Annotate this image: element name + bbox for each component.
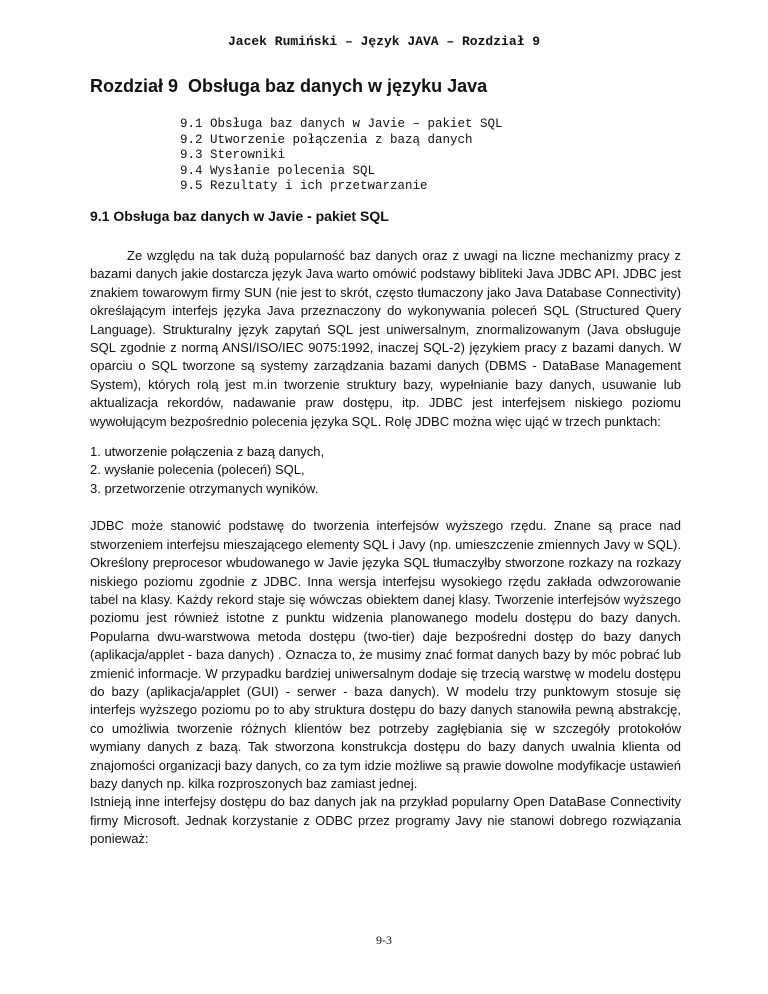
toc-item-9-2: 9.2 Utworzenie połączenia z bazą danych (180, 132, 473, 147)
section-heading-9-1: 9.1 Obsługa baz danych w Javie - pakiet SQL (90, 208, 389, 224)
toc-item-9-4: 9.4 Wysłanie polecenia SQL (180, 163, 376, 178)
paragraph-intro-jdbc: Ze względu na tak dużą popularność baz danych oraz z uwagi na liczne mechanizmy pracy z bazami danych jakie dostarcza język Java warto omówić podstawy bibliteki Java JDBC API. JDBC jest znakiem towarowym firmy SUN (nie jest to skrót, często tłumaczony jako Java Database Connectivity) określającym interfejs języka Java przeznaczony do wykonywania poleceń SQL (Structured Query Language). Strukturalny język zapytań SQL jest uniwersalnym, znormalizowanym (Java obsługuje SQL zgodnie z normą ANSI/ISO/IEC 9075:1992, inaczej SQL-2) językiem pracy z bazami danych. W oparciu o SQL tworzone są systemy zarządzania bazami danych (DBMS - DataBase Management System), których rolą jest m.in tworzenie struktury bazy, wypełnianie bazy danych, usuwanie lub aktualizacja rekordów, nadawanie praw dostępu, itp. JDBC jest interfejsem niskiego poziomu wywołującym bezpośrednio polecenia języka SQL. Rolę JDBC można więc ująć w trzech punktach: (90, 248, 681, 429)
toc-item-9-1: 9.1 Obsługa baz danych w Javie – pakiet SQL (180, 117, 503, 131)
list-item-2: 2. wysłanie polecenia (poleceń) SQL, (90, 462, 305, 478)
toc-item-9-3: 9.3 Sterowniki (180, 148, 286, 162)
list-item-3: 3. przetworzenie otrzymanych wyników. (90, 480, 319, 496)
table-of-contents (180, 117, 503, 195)
paragraph-odbc: Istnieją inne interfejsy dostępu do baz danych jak na przykład popularny Open DataBase Connectivity firmy Microsoft. Jednak korzystanie z ODBC przez programy Javy nie stanowi dobrego rozwiązania ponieważ: (90, 794, 681, 847)
page-number: 9-3 (376, 933, 392, 947)
list-item-1: 1. utworzenie połączenia z bazą danych, (90, 444, 325, 460)
jdbc-roles-list (90, 443, 681, 498)
toc-item-9-5: 9.5 Rezultaty i ich przetwarzanie (180, 179, 428, 193)
paragraph-higher-level-interfaces: JDBC może stanowić podstawę do tworzenia interfejsów wyższego rzędu. Znane są prace nad stworzeniem interfejsu mieszającego elementy SQL i Javy (np. umieszczenie zmiennych Javy w SQL). Określony preprocesor wbudowanego w Javie języka SQL tłumaczyłby stworzone rozkazy na rozkazy niskiego poziomu zgodnie z JDBC. Inna wersja interfejsu wysokiego rzędu zakłada odwzorowanie tabel na klasy. Każdy rekord staje się wówczas obiektem danej klasy. Tworzenie interfejsów wyższego poziomu jest również istotne z punktu widzenia planowanego modelu dostępu do bazy danych. Popularna dwu-warstwowa metoda dostępu (two-tier) daje bezpośredni dostęp do bazy danych (aplikacja/applet - baza danych) . Oznacza to, że musimy znać format danych bazy by móc pobrać lub zmienić informacje. W przypadku bardziej uniwersalnym dodaje się trzecią warstwę w modelu dostępu do bazy (aplikacja/applet (GUI) - serwer - baza danych). W modelu trzy punktowym stosuje się interfejs wyższego poziomu po to aby struktura dostępu do bazy danych stanowiła pewną abstrakcję, co umożliwia tworzenie różnych klientów bez potrzeby zagłębiania się w szczegóły protokołów wymiany danych z bazą. Tak stworzona konstrukcja dostępu do bazy danych uwalnia klienta od znajomości organizacji bazy danych, co za tym idzie możliwe są prawie dowolne modyfikacje ustawień bazy danych np. kilka rozproszonych baz zamiast jednej. (90, 518, 681, 791)
body-content (90, 247, 681, 849)
chapter-title: Rozdział 9 Obsługa baz danych w języku Java (90, 76, 488, 96)
running-header: Jacek Rumiński – Język JAVA – Rozdział 9 (227, 34, 541, 49)
